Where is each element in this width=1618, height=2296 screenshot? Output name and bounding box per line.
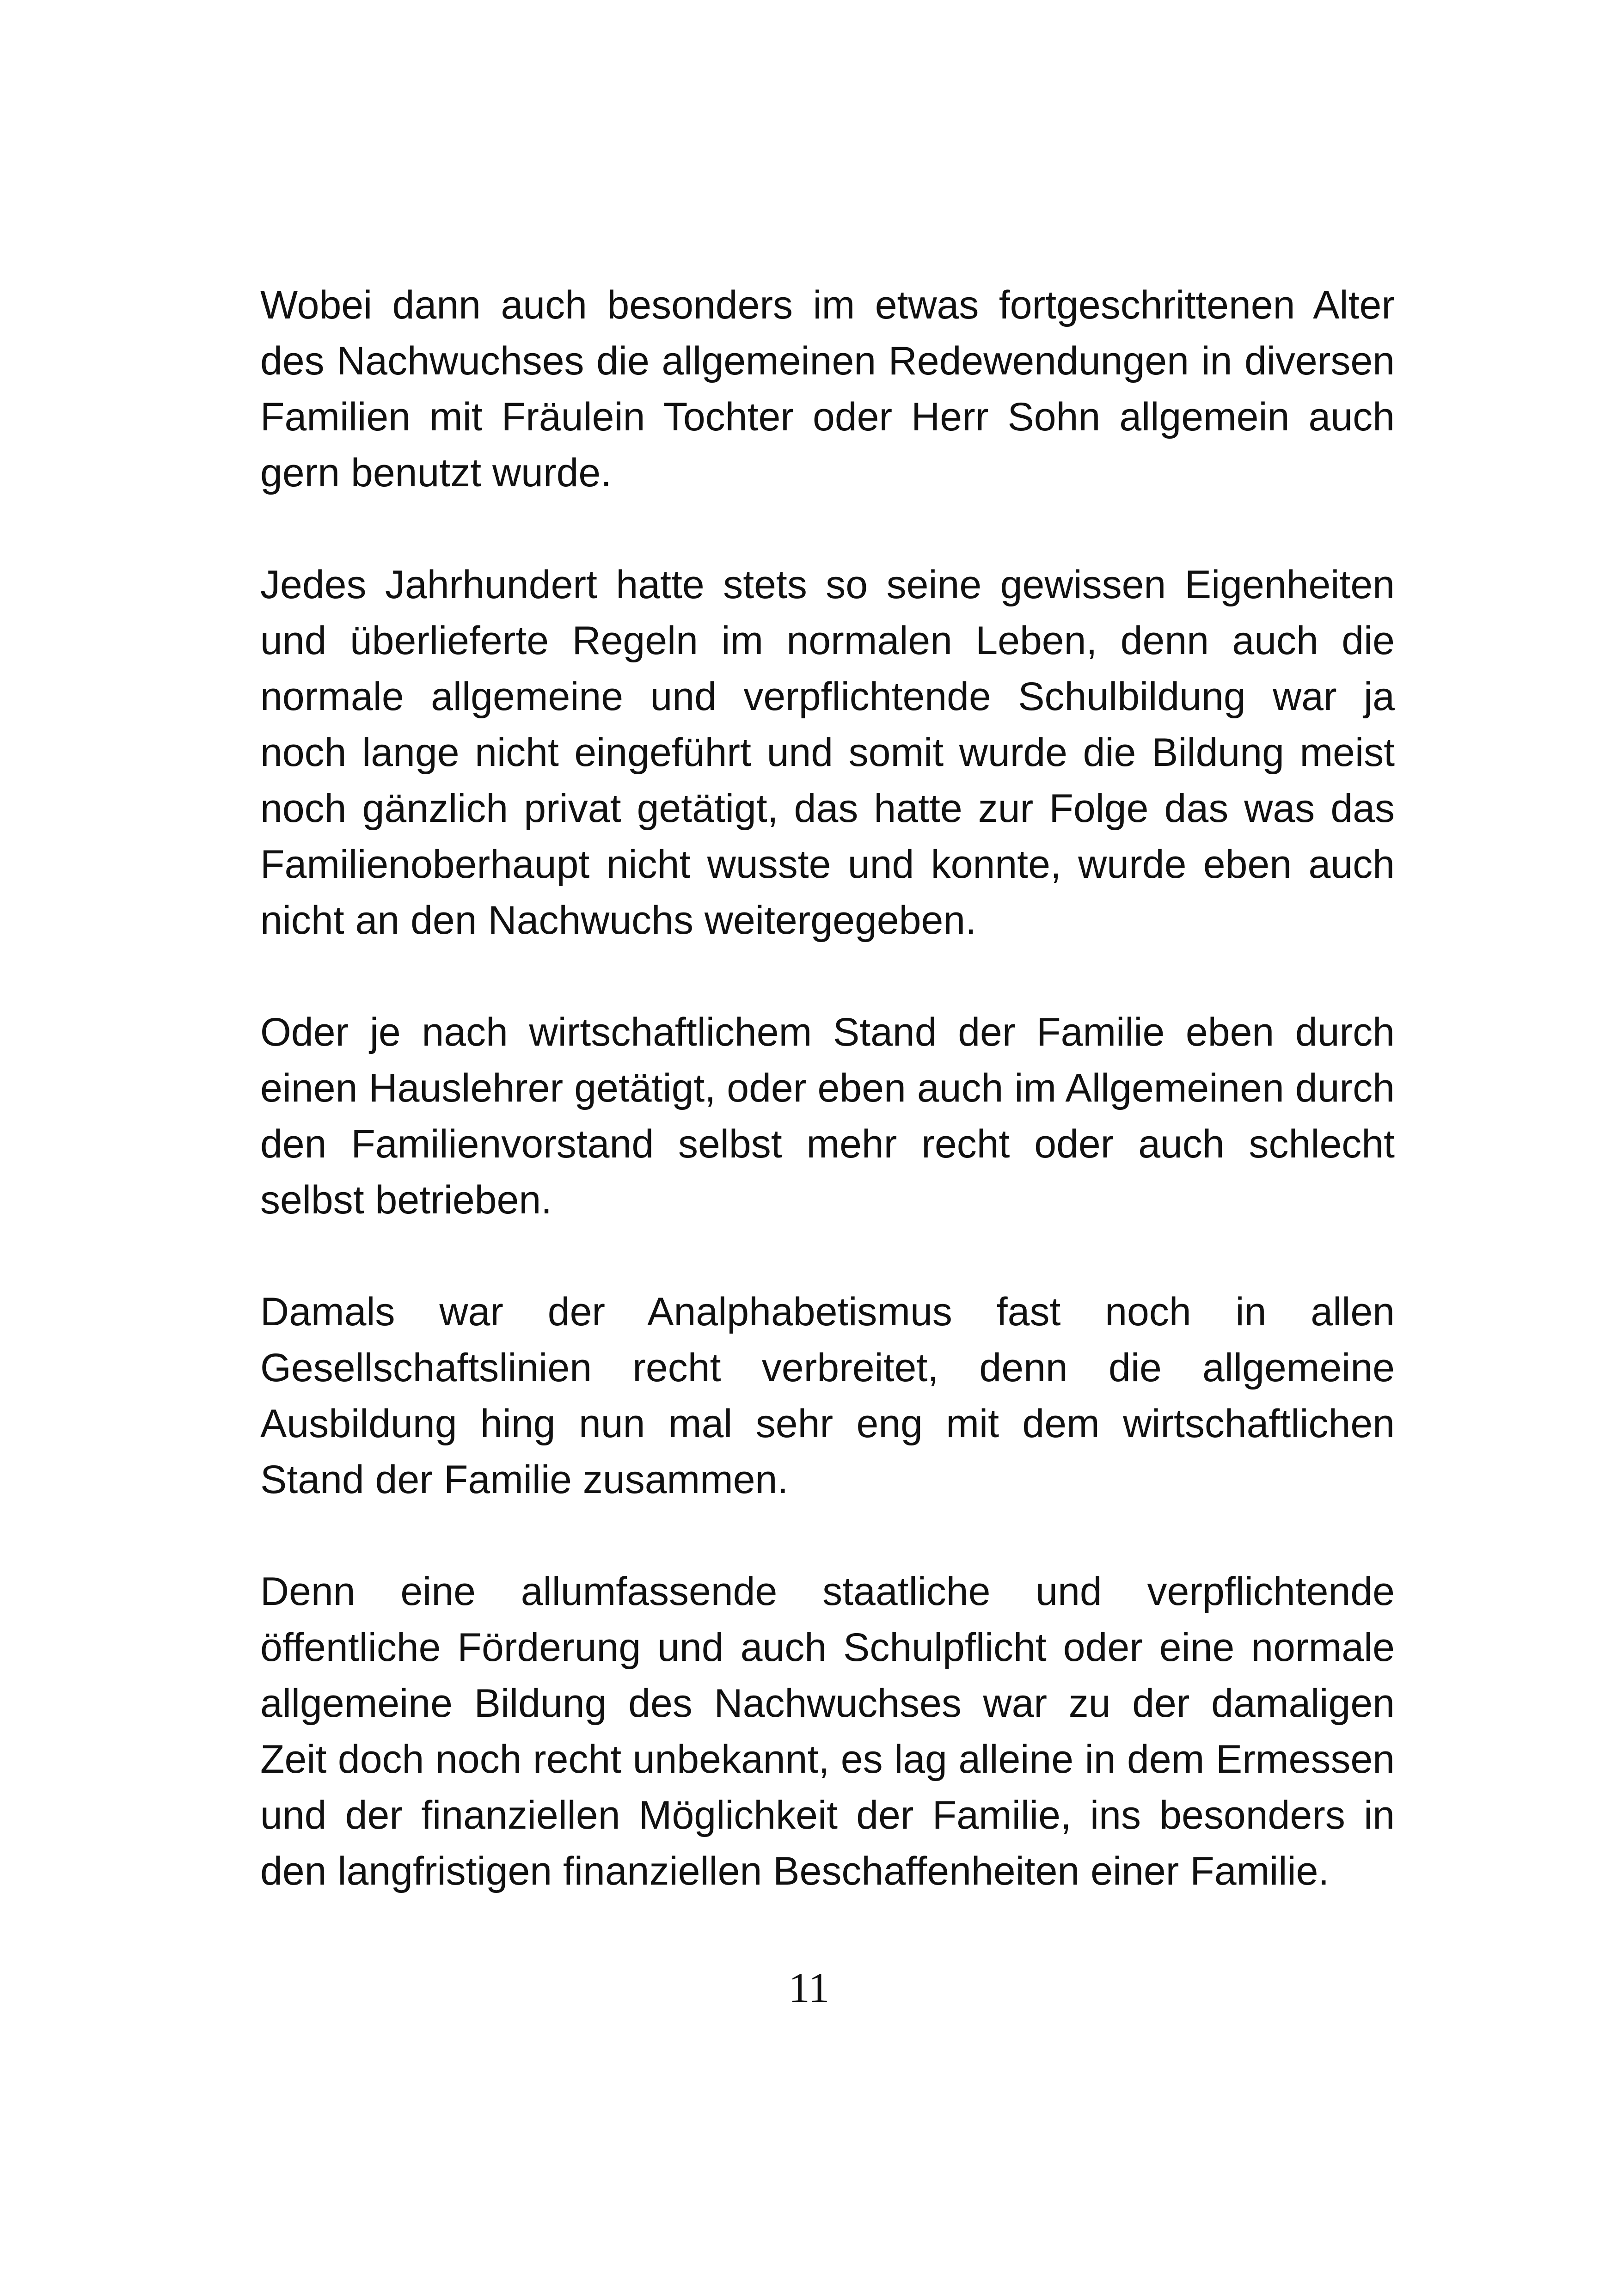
paragraph-5: Denn eine allumfassende staatliche und verpflichtende öffentliche Förderung und auch Schulpflicht oder eine normale allgemeine Bildung des Nachwuchses war zu der damaligen Zeit doch noch recht unbekannt, es lag alleine in dem Ermessen und der finanziellen Möglichkeit der Familie, ins besonders in den langfristigen finanziellen Beschaffenheiten einer Familie. — [260, 1569, 1395, 1893]
paragraph-4: Damals war der Analphabetismus fast noch in allen Gesellschaftslinien recht verbreitet, denn die allgemeine Ausbildung hing nun mal sehr eng mit dem wirtschaftlichen Stand der Familie zusammen. — [260, 1290, 1395, 1502]
paragraph-1: Wobei dann auch besonders im etwas fortgeschrittenen Alter des Nachwuchses die allgemeinen Redewendungen in diversen Familien mit Fräulein Tochter oder Herr Sohn allgemein auch gern benutzt wurde. — [260, 283, 1395, 495]
paragraph-2: Jedes Jahrhundert hatte stets so seine gewissen Eigenheiten und überlieferte Regeln im normalen Leben, denn auch die normale allgemeine und verpflichtende Schulbildung war ja noch lange nicht eingeführt und somit wurde die Bildung meist noch gänzlich privat getätigt, das hatte zur Folge das was das Familienoberhaupt nicht wusste und konnte, wurde eben auch nicht an den Nachwuchs weitergegeben. — [260, 563, 1395, 943]
paragraph-3: Oder je nach wirtschaftlichem Stand der Familie eben durch einen Hauslehrer getätigt, oder eben auch im Allgemeinen durch den Familienvorstand selbst mehr recht oder auch schlecht selbst betrieben. — [260, 1010, 1395, 1222]
page-number: 11 — [788, 1964, 830, 2011]
body-text — [260, 277, 1395, 1955]
